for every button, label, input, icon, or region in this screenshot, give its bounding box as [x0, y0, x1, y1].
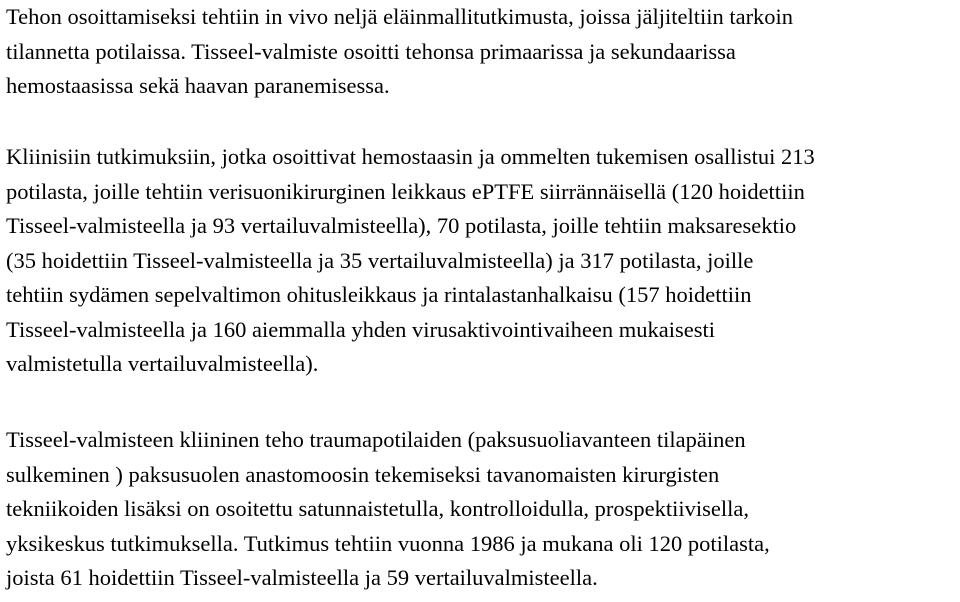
text-line: Tisseel-valmisteen kliininen teho traumapotilaiden (paksusuoliavanteen tilapäinen [6, 427, 746, 452]
text-line: joista 61 hoidettiin Tisseel-valmisteella ja 59 vertailuvalmisteella. [6, 565, 598, 590]
paragraph-clinical-studies [6, 140, 815, 382]
text-line: tehtiin sydämen sepelvaltimon ohitusleikkaus ja rintalastanhalkaisu (157 hoidettiin [6, 282, 752, 307]
text-line: sulkeminen ) paksusuolen anastomoosin tekemiseksi tavanomaisten kirurgisten [6, 461, 720, 487]
paragraph-trauma-study [6, 423, 770, 596]
text-line: Tehon osoittamiseksi tehtiin in vivo neljä eläinmallitutkimusta, joissa jäljiteltiin tarkoin [6, 4, 794, 29]
text-line: tekniikoiden lisäksi on osoitettu satunnaistetulla, kontrolloidulla, prospektiivisella, [6, 496, 750, 521]
text-line: yksikeskus tutkimuksella. Tutkimus tehtiin vuonna 1986 ja mukana oli 120 potilasta, [6, 530, 770, 556]
text-line: hemostaasissa sekä haavan paranemisessa. [6, 73, 390, 98]
text-line: Kliinisiin tutkimuksiin, jotka osoittivat hemostaasin ja ommelten tukemisen osallistui 213 [6, 144, 815, 169]
text-line: potilasta, joille tehtiin verisuonikirurginen leikkaus ePTFE siirrännäisellä (120 hoidettiin [6, 178, 805, 204]
text-line: (35 hoidettiin Tisseel-valmisteella ja 35 vertailuvalmisteella) ja 317 potilasta, joille [6, 247, 754, 273]
paragraph-preclinical-efficacy [6, 0, 793, 104]
text-line: tilannetta potilaissa. Tisseel-valmiste osoitti tehonsa primaarissa ja sekundaarissa [6, 38, 736, 64]
text-line: Tisseel-valmisteella ja 160 aiemmalla yhden virusaktivointivaiheen mukaisesti [6, 316, 716, 342]
text-line: valmistetulla vertailuvalmisteella). [6, 351, 319, 376]
text-line: Tisseel-valmisteella ja 93 vertailuvalmisteella), 70 potilasta, joille tehtiin maksaresektio [6, 213, 797, 238]
